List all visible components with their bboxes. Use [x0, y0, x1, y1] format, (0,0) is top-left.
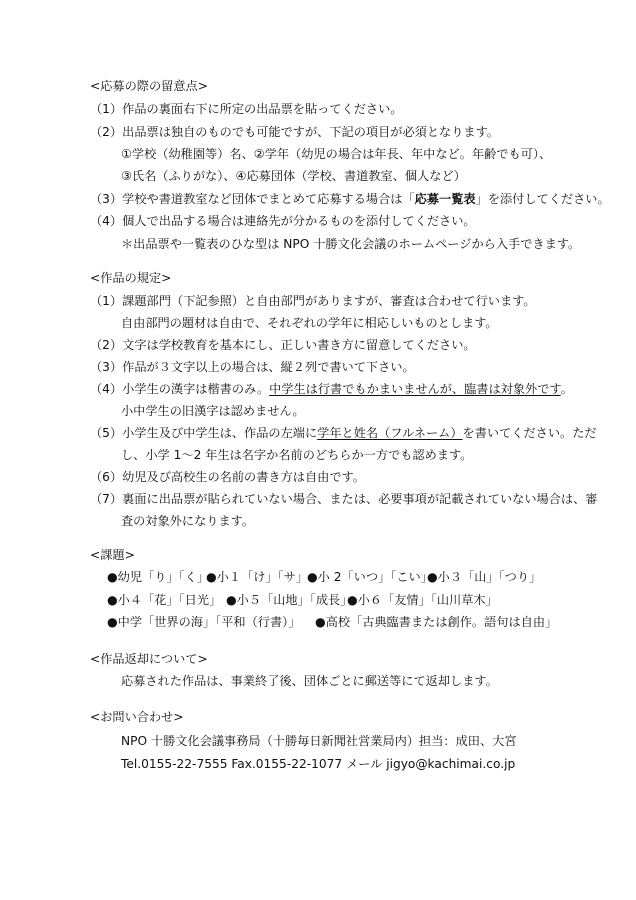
rules-item-5-cont: し、小学 1～2 年生は名字か名前のどちらか一方でも認めます。 [121, 448, 473, 462]
topic-high-school: ●高校「古典臨書または創作。語句は自由」 [315, 615, 558, 629]
rules-item-2: （2）文字は学校教育を基本にし、正しい書き方に留意してください。 [90, 338, 476, 352]
notes-item-2: （2）出品票は独自のものでも可能ですが、下記の項目が必須となります。 [90, 125, 499, 139]
rules-heading: <作品の規定> [90, 271, 172, 285]
rules-item-5-text-b: を書いてください。ただ [462, 426, 597, 440]
rules-item-5-text-a: （5）小学生及び中学生は、作品の左端に [90, 426, 318, 440]
topic-grade-2: ●小 2「いつ」「こい」 [307, 570, 433, 584]
rules-item-5-underlined: 学年と姓名（フルネーム） [317, 426, 463, 440]
topics-heading: <課題> [90, 548, 135, 562]
notes-item-3 [90, 191, 610, 207]
topic-grade-6: ●小６「友情」「山川草木」 [347, 593, 498, 607]
notes-item-3-emphasis: 応募一覧表 [414, 192, 476, 206]
rules-item-4-text-a: （4）小学生の漢字は楷書のみ。 [90, 382, 270, 396]
rules-item-1: （1）課題部門（下記参照）と自由部門がありますが、審査は合わせて行います。 [90, 294, 536, 308]
rules-item-1-cont: 自由部門の題材は自由で、それぞれの学年に相応しいものとします。 [121, 316, 498, 330]
topic-grade-4: ●小４「花」「日光」 [107, 593, 222, 607]
rules-item-7-cont: 査の対象外になります。 [121, 514, 255, 528]
notes-item-2-sub-a: ①学校（幼稚園等）名、②学年（幼児の場合は年長、年中など。年齢でも可）、 [121, 147, 552, 161]
topic-grade-3: ●小３「山」「つり」 [427, 570, 542, 584]
topic-grade-1: ●小１「け」「サ」 [206, 570, 309, 584]
rules-item-7: （7）裏面に出品票が貼られていない場合、または、必要事項が記載されていない場合は、審 [90, 492, 598, 506]
notes-item-3-text-a: （3）学校や書道教室など団体でまとめて応募する場合は「 [90, 192, 415, 206]
returns-heading: <作品返却について> [90, 652, 208, 666]
contact-heading: <お問い合わせ> [90, 710, 184, 724]
notes-item-3-text-b: 」を添付してください。 [475, 192, 610, 206]
rules-item-4 [90, 381, 573, 397]
notes-heading: <応募の際の留意点> [90, 79, 208, 93]
rules-item-6: （6）幼児及び高校生の名前の書き方は自由です。 [90, 470, 365, 484]
rules-item-3: （3）作品が３文字以上の場合は、縦２列で書いて下さい。 [90, 360, 415, 374]
rules-item-4-underlined: 中学生は行書でもかまいませんが、臨書は対象外です [269, 382, 561, 396]
notes-item-1: （1）作品の裏面右下に所定の出品票を貼ってください。 [90, 102, 403, 116]
rules-item-4-cont: 小中学生の旧漢字は認めません。 [121, 404, 305, 418]
notes-item-4: （4）個人で出品する場合は連絡先が分かるものを添付してください。 [90, 214, 476, 228]
topic-junior-high: ●中学「世界の海」「平和（行書）」 [107, 615, 301, 629]
topic-infant: ●幼児「り」「く」 [107, 570, 210, 584]
topic-grade-5: ●小５「山地」「成長」 [226, 593, 353, 607]
returns-text: 応募された作品は、事業終了後、団体ごとに郵送等にて返却します。 [121, 674, 498, 688]
contact-office: NPO 十勝文化会議事務局（十勝毎日新聞社営業局内）担当：成田、大宮 [121, 734, 517, 748]
rules-item-4-period: 。 [560, 382, 573, 396]
notes-footnote: ＊出品票や一覧表のひな型は NPO 十勝文化会議のホームページから入手できます。 [121, 237, 581, 251]
notes-item-2-sub-b: ③氏名（ふりがな）、④応募団体（学校、書道教室、個人など） [121, 169, 466, 183]
rules-item-5 [90, 425, 597, 441]
contact-phone-email: Tel.0155-22-7555 Fax.0155-22-1077 メール jigyo@kachimai.co.jp [121, 757, 516, 771]
